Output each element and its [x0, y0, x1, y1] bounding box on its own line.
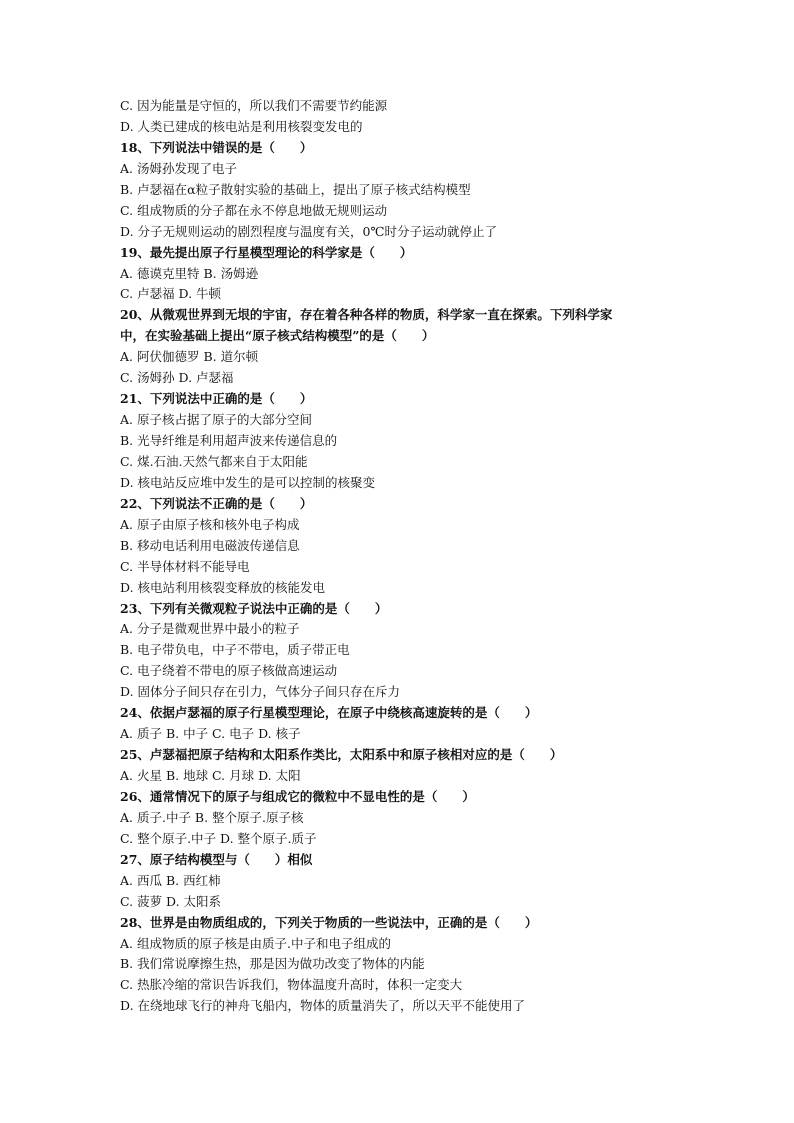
question-line: 26、通常情况下的原子与组成它的微粒中不显电性的是（ ） — [120, 788, 475, 804]
option-line: C. 卢瑟福 D. 牛顿 — [120, 286, 222, 302]
option-line: B. 光导纤维是利用超声波来传递信息的 — [120, 433, 338, 448]
option-line: A. 质子 B. 中子 C. 电子 D. 核子 — [120, 726, 301, 742]
option-line: C. 整个原子.中子 D. 整个原子.质子 — [120, 830, 317, 846]
question-line: 24、依据卢瑟福的原子行星模型理论，在原子中绕核高速旋转的是（ ） — [120, 705, 538, 721]
question-line: 19、最先提出原子行星模型理论的科学家是（ ） — [120, 244, 413, 260]
question-line: 中，在实验基础上提出“原子核式结构模型”的是（ ） — [120, 328, 435, 344]
option-line: C. 热胀冷缩的常识告诉我们，物体温度升高时，体积一定变大 — [120, 977, 463, 993]
option-line: C. 半导体材料不能导电 — [120, 558, 250, 574]
question-line: 22、下列说法不正确的是（ ） — [120, 495, 313, 511]
option-line: B. 电子带负电，中子不带电，质子带正电 — [120, 642, 350, 658]
option-line: B. 我们常说摩擦生热，那是因为做功改变了物体的内能 — [120, 956, 425, 972]
option-line: C. 汤姆孙 D. 卢瑟福 — [120, 370, 234, 386]
question-line: 21、下列说法中正确的是（ ） — [120, 391, 313, 407]
option-line: A. 组成物质的原子核是由质子.中子和电子组成的 — [120, 935, 391, 951]
option-line: C. 因为能量是守恒的，所以我们不需要节约能源 — [120, 98, 388, 113]
option-line: A. 德谟克里特 B. 汤姆逊 — [120, 265, 259, 281]
option-line: D. 人类已建成的核电站是利用核裂变发电的 — [120, 118, 363, 134]
question-line: 23、下列有关微观粒子说法中正确的是（ ） — [120, 600, 388, 616]
question-line: 18、下列说法中错误的是（ ） — [120, 139, 313, 155]
option-line: D. 核电站利用核裂变释放的核能发电 — [120, 579, 326, 595]
option-line: A. 原子由原子核和核外电子构成 — [120, 516, 300, 532]
option-line: A. 质子.中子 B. 整个原子.原子核 — [120, 809, 304, 825]
option-line: A. 分子是微观世界中最小的粒子 — [120, 621, 300, 637]
option-line: D. 固体分子间只存在引力，气体分子间只存在斥力 — [120, 684, 401, 700]
option-line: B. 移动电话利用电磁波传递信息 — [120, 537, 300, 553]
option-line: C. 电子绕着不带电的原子核做高速运动 — [120, 663, 338, 679]
question-line: 25、卢瑟福把原子结构和太阳系作类比，太阳系中和原子核相对应的是（ ） — [120, 747, 563, 763]
question-line: 28、世界是由物质组成的，下列关于物质的一些说法中，正确的是（ ） — [120, 914, 538, 930]
option-line: D. 核电站反应堆中发生的是可以控制的核聚变 — [120, 474, 376, 490]
option-line: A. 阿伏伽德罗 B. 道尔顿 — [120, 349, 259, 365]
exam-page — [120, 96, 720, 1017]
option-line: A. 汤姆孙发现了电子 — [120, 160, 237, 176]
question-line: 27、原子结构模型与（ ）相似 — [120, 851, 313, 867]
option-line: A. 西瓜 B. 西红柿 — [120, 872, 221, 888]
option-line: D. 分子无规则运动的剧烈程度与温度有关，0℃时分子运动就停止了 — [120, 223, 497, 239]
question-line: 20、从微观世界到无垠的宇宙，存在着各种各样的物质，科学家一直在探索。下列科学家 — [120, 307, 613, 323]
option-line: B. 卢瑟福在α粒子散射实验的基础上，提出了原子核式结构模型 — [120, 181, 471, 197]
option-line: C. 菠萝 D. 太阳系 — [120, 893, 222, 909]
option-line: A. 原子核占据了原子的大部分空间 — [120, 412, 312, 428]
option-line: D. 在绕地球飞行的神舟飞船内，物体的质量消失了，所以天平不能使用了 — [120, 998, 526, 1014]
option-line: C. 煤.石油.天然气都来自于太阳能 — [120, 453, 308, 469]
option-line: C. 组成物质的分子都在永不停息地做无规则运动 — [120, 202, 388, 218]
option-line: A. 火星 B. 地球 C. 月球 D. 太阳 — [120, 768, 301, 783]
